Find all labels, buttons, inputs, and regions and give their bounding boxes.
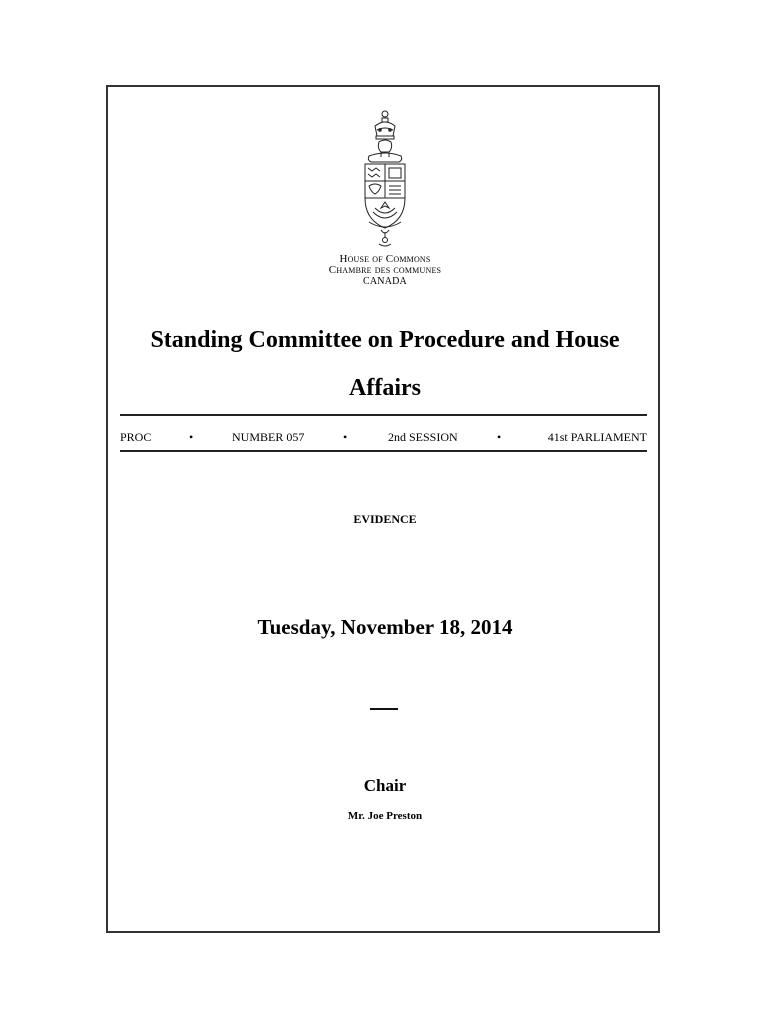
country-name: CANADA [363,276,407,287]
session-label: 2nd SESSION [388,430,458,444]
bullet-separator: • [189,430,194,444]
divider-bottom [120,450,647,452]
meeting-date: Tuesday, November 18, 2014 [257,615,513,639]
committee-title: Standing Committee on Procedure and House Affairs [150,327,620,401]
house-name-english: House of Commons [339,253,431,265]
coat-of-arms-icon [355,108,415,250]
divider-top [120,414,647,416]
chair-name: Mr. Joe Preston [347,810,423,822]
document-type: EVIDENCE [353,512,417,526]
chair-label: Chair [363,776,407,795]
meeting-number: NUMBER 057 [232,430,305,444]
bullet-separator: • [497,430,502,444]
meeting-meta-row [120,430,647,446]
bullet-separator: • [343,430,348,444]
section-dash [370,708,398,710]
house-name-french: Chambre des communes [328,264,442,276]
committee-code: PROC [120,430,152,444]
parliament-label: 41st PARLIAMENT [547,430,647,444]
